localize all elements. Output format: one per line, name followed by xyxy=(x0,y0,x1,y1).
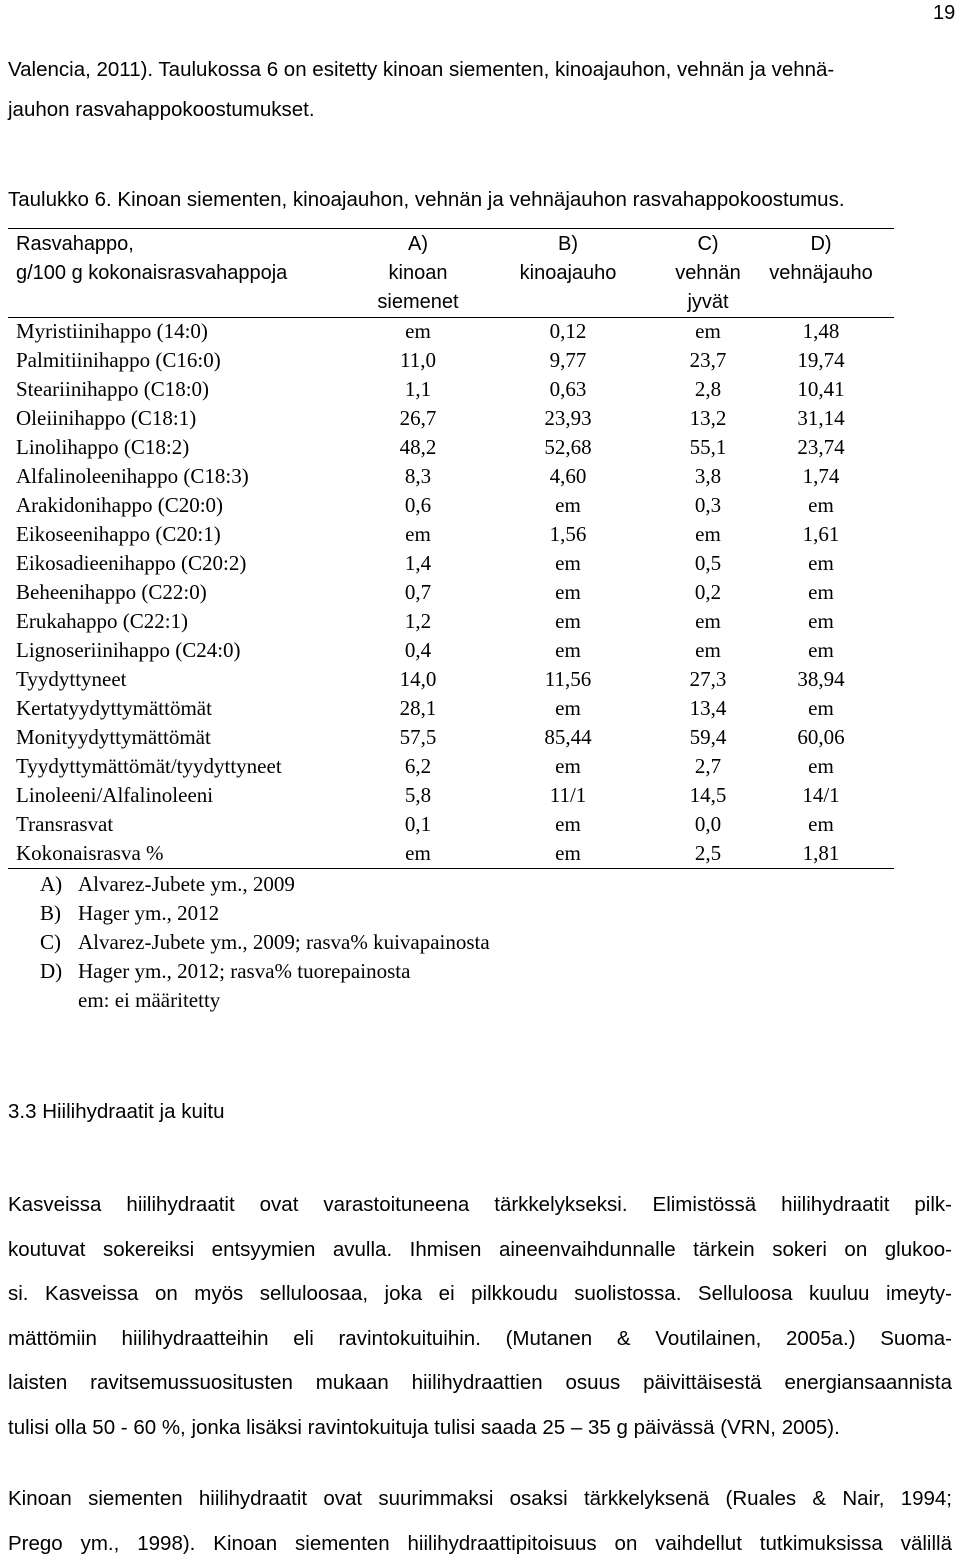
text-line: mättömiin hiilihydraatteihin eli ravintokuituihin. (Mutanen & Voutilainen, 2005a.) Suoma- xyxy=(8,1317,952,1362)
table-row xyxy=(8,752,894,781)
value-a: 0,6 xyxy=(353,491,483,520)
table-row xyxy=(8,839,894,868)
table-row xyxy=(8,375,894,404)
value-d: em xyxy=(750,752,892,781)
table-note-em: em: ei määritetty xyxy=(40,986,490,1015)
value-d: em xyxy=(750,810,892,839)
page-number: 19 xyxy=(933,2,955,25)
value-a: 0,1 xyxy=(353,810,483,839)
value-d: em xyxy=(750,636,892,665)
value-c: 0,0 xyxy=(648,810,768,839)
value-c: em xyxy=(648,636,768,665)
value-d: 23,74 xyxy=(750,433,892,462)
fatty-acid-name: Tyydyttyneet xyxy=(16,665,127,694)
table-row xyxy=(8,404,894,433)
value-a: 57,5 xyxy=(353,723,483,752)
header-fatty-acid: Rasvahappo, g/100 g kokonaisrasvahappoja xyxy=(8,230,356,288)
value-a: 48,2 xyxy=(353,433,483,462)
value-c: 23,7 xyxy=(648,346,768,375)
value-b: em xyxy=(493,491,643,520)
fatty-acid-name: Monityydyttymättömät xyxy=(16,723,211,752)
fatty-acid-name: Lignoseriinihappo (C24:0) xyxy=(16,636,241,665)
fatty-acid-name: Beheenihappo (C22:0) xyxy=(16,578,207,607)
value-d: 38,94 xyxy=(750,665,892,694)
value-d: em xyxy=(750,578,892,607)
table-row xyxy=(8,549,894,578)
value-b: em xyxy=(493,810,643,839)
paragraph-quinoa-carbohydrates xyxy=(8,1477,952,1566)
value-d: em xyxy=(750,694,892,723)
value-c: 0,2 xyxy=(648,578,768,607)
value-a: 1,4 xyxy=(353,549,483,578)
table-row xyxy=(8,433,894,462)
value-c: 0,3 xyxy=(648,491,768,520)
value-c: 2,8 xyxy=(648,375,768,404)
value-b: em xyxy=(493,549,643,578)
intro-paragraph xyxy=(8,50,952,130)
fatty-acid-name: Steariinihappo (C18:0) xyxy=(16,375,209,404)
table-row xyxy=(8,723,894,752)
table-bottom-rule xyxy=(8,868,894,869)
value-c: 14,5 xyxy=(648,781,768,810)
text-line: tulisi olla 50 - 60 %, jonka lisäksi ravintokuituja tulisi saada 25 – 35 g päivässä (VRN, 2005). xyxy=(8,1406,952,1451)
table-row xyxy=(8,694,894,723)
value-b: 85,44 xyxy=(493,723,643,752)
value-a: 0,4 xyxy=(353,636,483,665)
value-c: 13,4 xyxy=(648,694,768,723)
fatty-acid-name: Erukahappo (C22:1) xyxy=(16,607,188,636)
value-a: em xyxy=(353,317,483,346)
header-c-wheat-grains: C) vehnän jyvät xyxy=(648,230,768,317)
value-b: 11/1 xyxy=(493,781,643,810)
table-row xyxy=(8,636,894,665)
value-d: em xyxy=(750,491,892,520)
value-b: 23,93 xyxy=(493,404,643,433)
value-a: 26,7 xyxy=(353,404,483,433)
value-d: 1,81 xyxy=(750,839,892,868)
fatty-acid-name: Oleiinihappo (C18:1) xyxy=(16,404,196,433)
value-d: 1,61 xyxy=(750,520,892,549)
value-b: 0,12 xyxy=(493,317,643,346)
header-d-wheat-flour: D) vehnäjauho xyxy=(750,230,892,288)
value-b: 4,60 xyxy=(493,462,643,491)
paragraph-carbohydrates xyxy=(8,1183,952,1450)
fatty-acid-table xyxy=(8,228,894,870)
value-c: 13,2 xyxy=(648,404,768,433)
table-top-rule xyxy=(8,228,894,229)
value-b: em xyxy=(493,839,643,868)
fatty-acid-name: Eikosadieenihappo (C20:2) xyxy=(16,549,246,578)
value-b: 52,68 xyxy=(493,433,643,462)
value-c: 2,7 xyxy=(648,752,768,781)
value-d: 19,74 xyxy=(750,346,892,375)
text-line: Kinoan siementen hiilihydraatit ovat suurimmaksi osaksi tärkkelyksenä (Ruales & Nair, 1994; xyxy=(8,1477,952,1522)
fatty-acid-name: Kertatyydyttymättömät xyxy=(16,694,212,723)
fatty-acid-name: Linolihappo (C18:2) xyxy=(16,433,189,462)
fatty-acid-name: Linoleeni/Alfalinoleeni xyxy=(16,781,213,810)
value-a: 8,3 xyxy=(353,462,483,491)
table-row xyxy=(8,607,894,636)
table-row xyxy=(8,491,894,520)
value-a: 6,2 xyxy=(353,752,483,781)
value-a: 11,0 xyxy=(353,346,483,375)
value-a: 1,1 xyxy=(353,375,483,404)
value-b: 0,63 xyxy=(493,375,643,404)
table-row xyxy=(8,810,894,839)
value-d: 1,48 xyxy=(750,317,892,346)
value-c: 2,5 xyxy=(648,839,768,868)
header-b-quinoa-flour: B) kinoajauho xyxy=(493,230,643,288)
value-d: 60,06 xyxy=(750,723,892,752)
table-row xyxy=(8,520,894,549)
table-note: A) Alvarez-Jubete ym., 2009 xyxy=(40,870,490,899)
value-c: 3,8 xyxy=(648,462,768,491)
value-b: 11,56 xyxy=(493,665,643,694)
table-row xyxy=(8,781,894,810)
value-d: em xyxy=(750,607,892,636)
table-row xyxy=(8,665,894,694)
table-row xyxy=(8,578,894,607)
value-d: 1,74 xyxy=(750,462,892,491)
value-b: 1,56 xyxy=(493,520,643,549)
text-line: Kasveissa hiilihydraatit ovat varastoituneena tärkkelykseksi. Elimistössä hiilihydraatit pilk- xyxy=(8,1183,952,1228)
value-b: em xyxy=(493,694,643,723)
text-line: si. Kasveissa on myös selluloosaa, joka ei pilkkoudu suolistossa. Selluloosa kuuluu imeyty- xyxy=(8,1272,952,1317)
value-a: 5,8 xyxy=(353,781,483,810)
header-a-quinoa-seeds: A) kinoan siemenet xyxy=(353,230,483,317)
value-c: 27,3 xyxy=(648,665,768,694)
text-line: jauhon rasvahappokoostumukset. xyxy=(8,90,952,130)
table-note: C) Alvarez-Jubete ym., 2009; rasva% kuivapainosta xyxy=(40,928,490,957)
fatty-acid-name: Kokonaisrasva % xyxy=(16,839,164,868)
table-body xyxy=(8,317,894,868)
value-c: em xyxy=(648,520,768,549)
value-b: 9,77 xyxy=(493,346,643,375)
value-a: 28,1 xyxy=(353,694,483,723)
fatty-acid-name: Palmitiinihappo (C16:0) xyxy=(16,346,221,375)
table-row xyxy=(8,317,894,346)
value-a: 0,7 xyxy=(353,578,483,607)
table-caption: Taulukko 6. Kinoan siementen, kinoajauhon, vehnän ja vehnäjauhon rasvahappokoostumus. xyxy=(8,180,845,220)
table-notes xyxy=(40,870,490,1015)
text-line: Valencia, 2011). Taulukossa 6 on esitetty kinoan siementen, kinoajauhon, vehnän ja vehnä- xyxy=(8,50,952,90)
fatty-acid-name: Transrasvat xyxy=(16,810,113,839)
text-line: Prego ym., 1998). Kinoan siementen hiilihydraattipitoisuus on vaihdellut tutkimuksissa välillä xyxy=(8,1522,952,1566)
value-a: em xyxy=(353,839,483,868)
value-a: 14,0 xyxy=(353,665,483,694)
value-c: 0,5 xyxy=(648,549,768,578)
section-heading: 3.3 Hiilihydraatit ja kuitu xyxy=(8,1100,225,1124)
table-note: D) Hager ym., 2012; rasva% tuorepainosta xyxy=(40,957,490,986)
value-d: 31,14 xyxy=(750,404,892,433)
fatty-acid-name: Arakidonihappo (C20:0) xyxy=(16,491,223,520)
value-b: em xyxy=(493,752,643,781)
value-a: 1,2 xyxy=(353,607,483,636)
value-d: 10,41 xyxy=(750,375,892,404)
value-c: 59,4 xyxy=(648,723,768,752)
fatty-acid-name: Myristiinihappo (14:0) xyxy=(16,317,208,346)
table-note: B) Hager ym., 2012 xyxy=(40,899,490,928)
text-line: koutuvat sokereiksi entsyymien avulla. Ihmisen aineenvaihdunnalle tärkein sokeri on glukoo- xyxy=(8,1228,952,1273)
value-b: em xyxy=(493,607,643,636)
value-a: em xyxy=(353,520,483,549)
value-b: em xyxy=(493,636,643,665)
value-b: em xyxy=(493,578,643,607)
text-line: laisten ravitsemussuositusten mukaan hiilihydraattien osuus päivittäisestä energiansaannista xyxy=(8,1361,952,1406)
value-c: em xyxy=(648,317,768,346)
table-row xyxy=(8,346,894,375)
fatty-acid-name: Eikoseenihappo (C20:1) xyxy=(16,520,221,549)
value-c: 55,1 xyxy=(648,433,768,462)
fatty-acid-name: Alfalinoleenihappo (C18:3) xyxy=(16,462,249,491)
table-row xyxy=(8,462,894,491)
fatty-acid-name: Tyydyttymättömät/tyydyttyneet xyxy=(16,752,282,781)
value-c: em xyxy=(648,607,768,636)
value-d: 14/1 xyxy=(750,781,892,810)
value-d: em xyxy=(750,549,892,578)
